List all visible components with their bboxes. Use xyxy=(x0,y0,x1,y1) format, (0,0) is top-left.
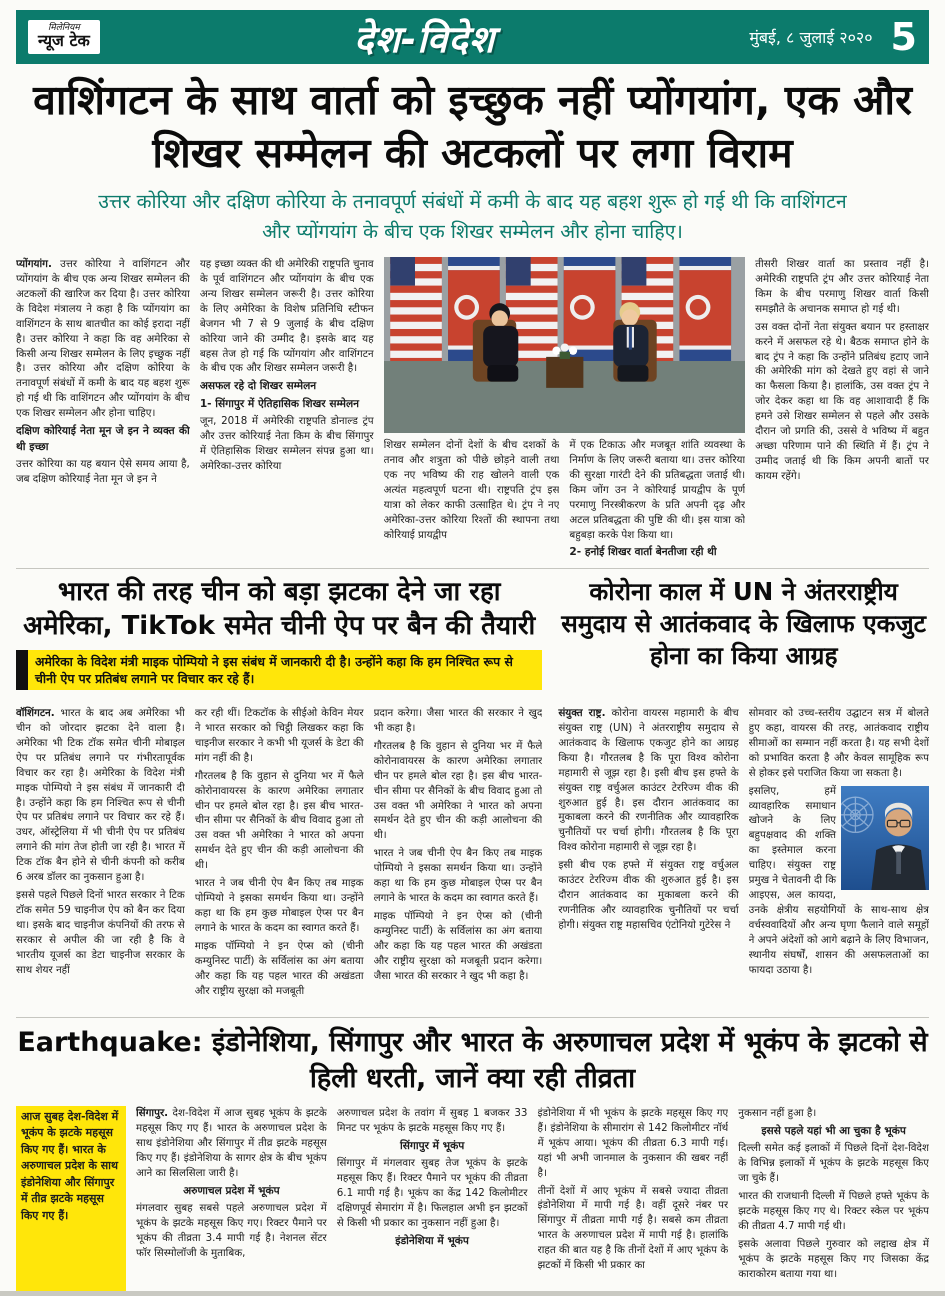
brand-line2: न्यूज टेक xyxy=(38,31,90,51)
earthquake-column-3 xyxy=(538,1106,729,1294)
lead-column-3 xyxy=(384,438,560,561)
un-article-head xyxy=(558,576,929,702)
lead-body xyxy=(16,257,929,561)
column-subhead: सिंगापुर में भूकंप xyxy=(399,1139,465,1152)
dateline: वॉशिंगटन. xyxy=(16,707,61,720)
column-subhead: असफल रहे दो शिखर सम्मेलन xyxy=(199,380,317,393)
lead-column-2 xyxy=(200,257,374,561)
lead-middle xyxy=(384,257,746,561)
column-paragraph: नुकसान नहीं हुआ है। xyxy=(738,1106,817,1119)
section-divider xyxy=(16,1017,929,1018)
lead-article xyxy=(16,74,929,561)
tiktok-column-2 xyxy=(195,706,364,1010)
summit-photo-illustration xyxy=(384,257,746,433)
earthquake-headline: Earthquake: इंडोनेशिया, सिंगापुर और भारत के अरुणाचल प्रदेश में भूकंप के झटको से हिली धरती, जानें क्या रही तीव्रता xyxy=(17,1027,928,1095)
column-paragraph: इसलिए, हमें व्यावहारिक समाधान खोजने के लिए बहुपक्षवाद की शक्ति का इस्तेमाल करना चाहिए। संयुक्त राष्ट्र प्रमुख ने चेतावनी दी कि आइएस, अल कायदा, उनके क्षेत्रीय सहयोगियों के साथ-साथ क्षेत्र वर्चस्ववादियों और अन्य घृणा फैलाने वाले समूहों ने अपने अंदेशों को आगे बढ़ाने के लिए विभाजन, स्थानीय संघर्षों, शासन की असफलताओं का फायदा उठाया है। xyxy=(748,784,929,976)
column-paragraph: सिंगापुर में मंगलवार सुबह तेज भूकंप के झटके महसूस किए हैं। रिक्टर पैमाने पर भूकंप की तीव्रता 6.1 मापी गई है। भूकंप का केंद्र 142 किलोमीटर दक्षिणपूर्व सेमारांग में है। फिलहाल अभी इन झटकों से किसी भी प्रकार का नुकसान नहीं हुआ है। xyxy=(336,1157,528,1229)
column-paragraph: दिल्ली समेत कई इलाकों में पिछले दिनों देश-विदेश के विभिन्न इलाकों में भूकंप के झटके महसूस किए जा चुके हैं। xyxy=(738,1142,929,1185)
section-divider xyxy=(16,568,929,569)
tiktok-column-1 xyxy=(16,706,185,1010)
dateline: प्योंगयांग. xyxy=(16,258,61,271)
column-paragraph: इंडोनेशिया में भी भूकंप के झटके महसूस किए गए हैं। इंडोनेशिया के सीमारांग से 142 किलोमीटर नॉर्थ में भूकंप आया। भूकंप की तीव्रता 6.3 मापी गई। यहां भी अभी जानमाल के नुकसान की खबर नहीं है। xyxy=(537,1106,729,1179)
un-headline: कोरोना काल में UN ने अंतरराष्ट्रीय समुदाय से आतंकवाद के खिलाफ एकजुट होना का किया आग्रह xyxy=(561,577,927,670)
column-subhead: अरुणाचल प्रदेश में भूकंप xyxy=(183,1184,280,1197)
column-paragraph: माइक पॉम्पियो ने इन ऐप्स को (चीनी कम्युनिस्ट पार्टी) के सर्विलांस का अंग बताया और कहा कि यह पहल भारत की अखंडता और राष्ट्रीय सुरक्षा को मजबूती xyxy=(194,939,364,997)
earthquake-article xyxy=(16,1025,929,1294)
column-paragraph: इसके अलावा पिछले गुरुवार को लद्दाख क्षेत्र में भूकंप के झटके महसूस किए गए जिसका केंद्र काराकोरम बताया गया था। xyxy=(738,1237,929,1280)
earthquake-column-2 xyxy=(337,1106,528,1294)
second-row xyxy=(16,576,929,1010)
column-subhead: इससे पहले यहां भी आ चुका है भूकंप xyxy=(761,1124,906,1137)
lead-headline: वाशिंगटन के साथ वार्ता को इच्छुक नहीं प्योंगयांग, एक और शिखर सम्मेलन की अटकलों पर लगा विराम xyxy=(33,76,912,178)
tiktok-headline: भारत की तरह चीन को बड़ा झटका देने जा रहा अमेरिका, TikTok समेत चीनी ऐप पर बैन की तैयारी xyxy=(23,577,536,641)
lead-column-4 xyxy=(569,438,745,561)
page-bottom-rule xyxy=(0,1291,945,1296)
page-number: 5 xyxy=(890,15,917,59)
earthquake-column-4 xyxy=(738,1106,929,1294)
brand-line1: मिलेनियम xyxy=(48,22,80,33)
un-column-2-intro: सोमवार को उच्च-स्तरीय उद्घाटन सत्र में बोलते हुए कहा, वायरस की तरह, आतंकवाद राष्ट्रीय सीमाओं का सम्मान नहीं करता है। यह सभी देशों को प्रभावित करता है और केवल सामूहिक रूप से होकर इसे पराजित किया जा सकता है। xyxy=(748,707,929,779)
column-paragraph: संयुक्त राष्ट्र. कोरोना वायरस महामारी के बीच संयुक्त राष्ट्र (UN) ने अंतरराष्ट्रीय समुदाय से आतंकवाद के खिलाफ एकजुट होने का आग्रह किया है। गौरतलब है कि पूरा विश्व कोरोना महामारी से जूझ रहा है। इसी बीच इस हफ्ते के संयुक्त राष्ट्र वर्चुअल काउंटर टेररिज्म वीक की शुरुआत हुई है। इस दौरान आतंकवाद का मुकाबला करने की रणनीतिक और व्यावहारिक चुनौतियों पर चर्चा होगी। गौरतलब है कि पूरा विश्व कोरोना महामारी से जूझ रहा है। xyxy=(558,707,739,854)
earthquake-column-1 xyxy=(136,1106,327,1294)
column-paragraph: में एक टिकाऊ और मजबूत शांति व्यवस्था के निर्माण के लिए जरूरी बताया था। उत्तर कोरिया की सुरक्षा गारंटी देने की प्रतिबद्धता जताई थी। किम जोंग उन ने कोरियाई प्रायद्वीप के पूर्ण परमाणु निरस्त्रीकरण के प्रति अपनी दृढ़ और अटल प्रतिबद्धता की पुष्टि की थी। इस यात्रा को बहुबड़ा करके पेश किया था। xyxy=(569,439,746,541)
un-secretary-general-photo xyxy=(841,786,929,890)
newspaper-title: देश-विदेश xyxy=(353,17,496,61)
un-body xyxy=(558,706,929,1010)
column-paragraph: शिखर सम्मेलन दोनों देशों के बीच दशकों के तनाव और शत्रुता को पीछे छोड़ने वाली तथा एक नए भविष्य की राह खोलने वाली एक अत्यंत महत्वपूर्ण घटना थी। राष्ट्रपति ट्रंप इस यात्रा को लेकर काफी उत्साहित थे। ट्रंप ने नए अमेरिका-उत्तर कोरिया रिश्तों की स्थापना तथा कोरियाई प्रायद्वीप xyxy=(383,439,560,541)
edition-date: मुंबई, ८ जुलाई २०२० xyxy=(749,28,873,47)
earthquake-body xyxy=(16,1106,929,1294)
column-subhead: दक्षिण कोरियाई नेता मून जे इन ने व्यक्त की थी इच्छा xyxy=(16,425,190,453)
column-paragraph: इससे पहले पिछले दिनों भारत सरकार ने टिक टॉक समेत 59 चाइनीज ऐप को बैन कर दिया था। इसके बाद चाइनीज कंपनियों की तरफ से सरकार से अपील की जा रही है कि वे भारतीय यूजर्स का डेटा चाइनीज सरकार के साथ शेयर नहीं xyxy=(16,889,185,976)
column-paragraph: यह इच्छा व्यक्त की थी अमेरिकी राष्ट्रपति चुनाव के पूर्व वाशिंगटन और प्योंगयांग के बीच एक अन्य शिखर सम्मेलन जरूरी है। उत्तर कोरिया के लिए अमेरिका के विशेष प्रतिनिधि स्टीफन बेजगन भी 7 से 9 जुलाई के बीच दक्षिण कोरिया जाने की उम्मीद है। इसके बाद यह बहस तेज हो गई कि प्योंगयांग और वाशिंगटन के बीच एक और शिखर सम्मेलन जरूरी है। xyxy=(199,258,374,375)
highlight-marker xyxy=(16,650,28,691)
tiktok-article-head xyxy=(16,576,542,702)
column-subhead: 1- सिंगापुर में ऐतिहासिक शिखर सम्मेलन xyxy=(199,397,360,410)
un-article xyxy=(558,576,929,1010)
column-paragraph: भारत ने जब चीनी ऐप बैन किए तब माइक पोम्पियो ने इसका समर्थन किया था। उन्होंने कहा था कि हम कुछ मोबाइल ऐप्स पर बैन लगाने के भारत के कदम का स्वागत करते हैं। xyxy=(194,877,364,934)
column-paragraph: मंगलवार सुबह सबसे पहले अरुणाचल प्रदेश में भूकंप के झटके महसूस किए गए। रिक्टर पैमाने पर भूकंप की तीव्रता 3.4 मापी गई है। नेशनल सेंटर फॉर सिस्मोलॉजी के मुताबिक, xyxy=(136,1201,327,1259)
column-paragraph: उत्तर कोरिया का यह बयान ऐसे समय आया है, जब दक्षिण कोरियाई नेता मून जे इन ने xyxy=(16,457,190,485)
tiktok-article xyxy=(16,576,542,1010)
lead-standfirst: उत्तर कोरिया और दक्षिण कोरिया के तनावपूर्ण संबंधों में कमी के बाद यह बहश शुरू हो गई थी कि वाशिंगटन और प्योंगयांग के बीच एक शिखर सम्मेलन और होना चाहिए। xyxy=(98,189,847,243)
column-paragraph: सिंगापुर. देश-विदेश में आज सुबह भूकंप के झटके महसूस किए गए हैं। भारत के अरुणाचल प्रदेश के साथ इंडोनेशिया और सिंगापुर में तीव्र झटके महसूस किए गए हैं। इंडोनेशिया के सागर क्षेत्र के बीच भूकंप आने का सिलसिला जारी है। xyxy=(136,1106,327,1179)
column-paragraph: वॉशिंगटन. भारत के बाद अब अमेरिका भी चीन को जोरदार झटका देने वाला है। अमेरिका भी टिक टॉक समेत चीनी मोबाइल ऐप पर प्रतिबंध लगाने पर गंभीरतापूर्वक विचार कर रहा है। अमेरिका के विदेश मंत्री माइक पोम्पियो ने इस संबंध में जानकारी दी है। उन्होंने कहा कि हम निश्चित रूप से चीनी ऐप पर प्रतिबंध लगाने पर विचार कर रहे हैं। उधर, ऑस्ट्रेलिया में भी चीनी ऐप पर प्रतिबंध लगाने की मांग तेज होती जा रही है। भारत में टिक टॉक बैन होने से चीनी कंपनी को करीब 6 अरब डॉलर का नुकसान हुआ है। xyxy=(16,707,185,884)
column-paragraph: कर रही थीं। टिकटॉक के सीईओ केविन मेयर ने भारत सरकार को चिट्ठी लिखकर कहा कि चाइनीज सरकार ने कभी भी यूजर्स के डेटा की मांग नहीं की है। xyxy=(194,707,364,764)
column-paragraph: तीनों देशों में आए भूकंप में सबसे ज्यादा तीव्रता इंडोनेशिया में मापी गई है। वहीं दूसरे नंबर पर सिंगापुर में तीव्रता मापी गई है। सबसे कम तीव्रता भारत के अरुणाचल प्रदेश में मापी गई है। हालांकि राहत की बात यह है कि तीनों देशों में आए भूकंप के झटकों में किसी भी प्रकार का xyxy=(537,1184,729,1272)
column-paragraph: तीसरी शिखर वार्ता का प्रस्ताव नहीं है। अमेरिकी राष्ट्रपति ट्रंप और उत्तर कोरियाई नेता किम के बीच परमाणु शिखर वार्ता किसी समझौते के अचानक समाप्त हो गई थी। xyxy=(755,258,929,315)
brand-logo xyxy=(28,20,100,54)
column-paragraph: प्रदान करेगा। जैसा भारत की सरकार ने खुद भी कहा है। xyxy=(373,707,543,734)
masthead-right xyxy=(749,15,917,59)
column-paragraph: भारत की राजधानी दिल्ली में पिछले हफ्ते भूकंप के झटके महसूस किए गए थे। रिक्टर स्केल पर भूकंप की तीव्रता 4.7 मापी गई थी। xyxy=(738,1189,929,1232)
column-paragraph: प्योंगयांग. उत्तर कोरिया ने वाशिंगटन और प्योंगयांग के बीच एक अन्य शिखर सम्मेलन की अटकलों की खारिज कर दिया है। उत्तर कोरिया के विदेश मंत्रालय ने कहा है कि प्योंगयांग का वाशिंगटन के साथ बातचीत का कोई इरादा नहीं है। उत्तर कोरिया ने कहा कि वह अमेरिका से किसी अन्य शिखर सम्मेलन के लिए इच्छुक नहीं है। उत्तर कोरिया और दक्षिण कोरिया के तनावपूर्ण संबंधों में कमी के बाद यह बहश शुरू हो गई थी कि वाशिंगटन और प्योंगयांग के बीच एक शिखर सम्मेलन और होना चाहिए। xyxy=(16,258,190,420)
masthead xyxy=(16,10,929,64)
lead-middle-columns xyxy=(384,438,746,561)
tiktok-highlight-text: अमेरिका के विदेश मंत्री माइक पोम्पियो ने इस संबंध में जानकारी दी है। उन्होंने कहा कि हम निश्चित रूप से चीनी ऐप पर प्रतिबंध लगाने पर विचार कर रहे हैं। xyxy=(35,653,513,686)
lead-column-5 xyxy=(755,257,929,561)
earthquake-highlight-box: आज सुबह देश-विदेश में भूकंप के झटके महसूस किए गए हैं। भारत के अरुणाचल प्रदेश के साथ इंडोनेशिया और सिंगापुर में तीव्र झटके महसूस किए गए हैं। xyxy=(16,1106,126,1294)
column-paragraph: उस वक्त दोनों नेता संयुक्त बयान पर हस्ताक्षर करने में असफल रहे थे। बैठक समाप्त होने के बाद ट्रंप ने कहा कि उन्होंने प्रतिबंध हटाए जाने की अमेरिकी मांग को देखते हुए वहां से जाने का फैसला किया है। हालांकि, उस वक्त ट्रंप ने जोर देकर कहा था कि वह आशावादी हैं कि हमने उसे शिखर सम्मेलन से पहले और उसके दौरान जो प्रगति की, उससे वे भविष्य में बहुत अच्छा परिणाम पाने की स्थिति में हैं। ट्रंप ने उम्मीद जताई थी कि किम अपनी बातों पर कायम रहेंगे। xyxy=(755,320,929,482)
column-paragraph: गौरतलब है कि वुहान से दुनिया भर में फैले कोरोनावायरस के कारण अमेरिका लगातार चीन पर हमले बोल रहा है। इस बीच भारत-चीन सीमा पर सैनिकों के बीच विवाद हुआ तो उस वक्त भी अमेरिका ने भारत को अपना समर्थन देते हुए चीन की कड़ी आलोचना की थी। xyxy=(194,769,364,872)
column-subhead: इंडोनेशिया में भूकंप xyxy=(395,1234,469,1247)
column-paragraph: भारत ने जब चीनी ऐप बैन किए तब माइक पोम्पियो ने इसका समर्थन किया था। उन्होंने कहा था कि हम कुछ मोबाइल ऐप्स पर बैन लगाने के भारत के कदम का स्वागत करते हैं। xyxy=(373,847,543,905)
tiktok-highlight-strip xyxy=(16,650,542,691)
column-paragraph: जून, 2018 में अमेरिकी राष्ट्रपति डोनाल्ड ट्रंप और उत्तर कोरियाई नेता किम के बीच सिंगापुर में ऐतिहासिक शिखर सम्मेलन संपन्न हुआ था। अमेरिका-उत्तर कोरिया xyxy=(199,415,374,472)
un-column-2 xyxy=(749,706,929,1010)
column-subhead: 2- हनोई शिखर वार्ता बेनतीजा रही थी xyxy=(569,546,717,559)
dateline: सिंगापुर. xyxy=(136,1106,173,1119)
tiktok-column-3 xyxy=(374,706,543,1010)
lead-column-1 xyxy=(16,257,190,561)
column-paragraph: अरुणाचल प्रदेश के तवांग में सुबह 1 बजकर 33 मिनट पर भूकंप के झटके महसूस किए गए हैं। xyxy=(336,1106,528,1134)
column-paragraph: इसी बीच एक हफ्ते में संयुक्त राष्ट्र वर्चुअल काउंटर टेररिज्म वीक की शुरुआत हुई है। इस दौरान आतंकवाद का मुकाबला करने की रणनीतिक और व्यावहारिक चुनौतियों पर चर्चा होगी। संयुक्त राष्ट्र महासचिव एंटोनियो गुटेरेस ने xyxy=(558,859,739,931)
dateline: संयुक्त राष्ट्र. xyxy=(558,707,612,720)
column-paragraph: गौरतलब है कि वुहान से दुनिया भर में फैले कोरोनावायरस के कारण अमेरिका लगातार चीन पर हमले बोल रहा है। इस बीच भारत-चीन सीमा पर सैनिकों के बीच विवाद हुआ तो उस वक्त भी अमेरिका ने भारत को अपना समर्थन देते हुए चीन की कड़ी आलोचना की थी। xyxy=(373,739,543,842)
un-photo-illustration xyxy=(841,786,929,890)
tiktok-body xyxy=(16,706,542,1010)
trump-kim-summit-photo xyxy=(384,257,746,433)
un-column-1 xyxy=(558,706,738,1010)
column-paragraph: माइक पॉम्पियो ने इन ऐप्स को (चीनी कम्युनिस्ट पार्टी) के सर्विलांस का अंग बताया और कहा कि यह पहल भारत की अखंडता और राष्ट्रीय सुरक्षा को मजबूती प्रदान करेगा। जैसा भारत की सरकार ने खुद भी कहा है। xyxy=(373,910,543,982)
